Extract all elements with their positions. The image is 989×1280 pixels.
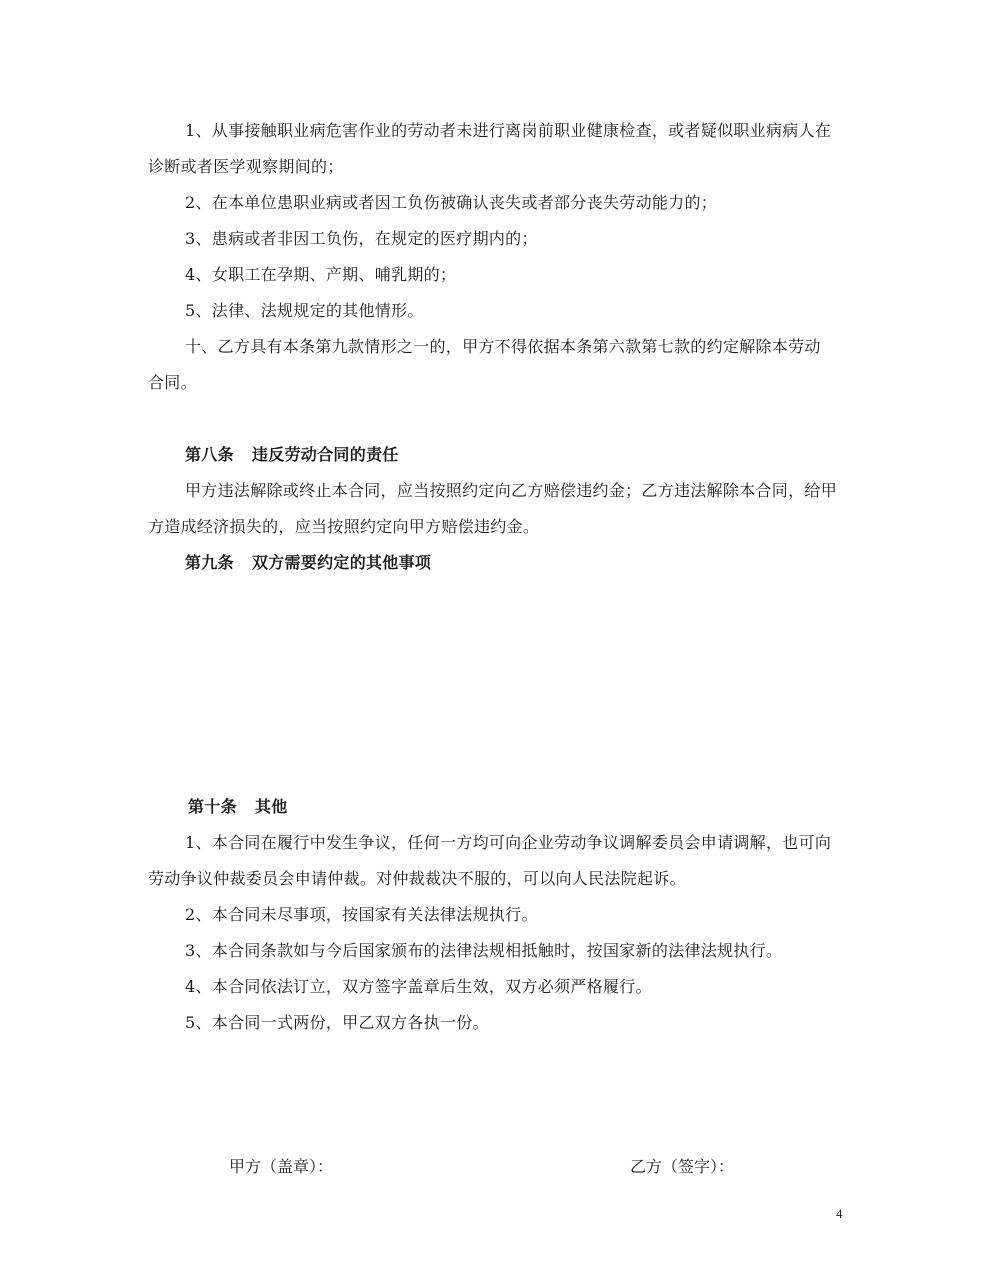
- article-10-item-2: 2、本合同未尽事项，按国家有关法律法规执行。: [185, 905, 538, 924]
- clause-item-3: 3、患病或者非因工负伤，在规定的医疗期内的；: [185, 229, 538, 248]
- article-8-heading: [185, 445, 845, 465]
- article-10-title: 其他: [254, 797, 288, 816]
- party-b-signature-label: 乙方（签字）：: [630, 1157, 735, 1176]
- clause-item-4: 4、女职工在孕期、产期、哺乳期的；: [185, 265, 457, 284]
- article-10-item-4: 4、本合同依法订立，双方签字盖章后生效，双方必须严格履行。: [185, 977, 652, 996]
- article-8-line-1: 甲方违法解除或终止本合同，应当按照约定向乙方赔偿违约金；乙方违法解除本合同，给甲: [185, 481, 838, 500]
- clause-item-10-line-1: 十、乙方具有本条第九款情形之一的，甲方不得依据本条第六款第七款的约定解除本劳动: [185, 337, 821, 356]
- article-9-heading: [185, 553, 845, 573]
- party-a-signature-label: 甲方（盖章）：: [229, 1157, 334, 1176]
- article-9-number: 第九条: [185, 553, 234, 572]
- article-10-item-1-line-1: 1、本合同在履行中发生争议，任何一方均可向企业劳动争议调解委员会申请调解，也可向: [185, 833, 832, 852]
- article-10-heading: [188, 797, 888, 817]
- article-10-item-5: 5、本合同一式两份，甲乙双方各执一份。: [185, 1013, 489, 1032]
- article-8-title: 违反劳动合同的责任: [251, 445, 399, 464]
- clause-item-5: 5、法律、法规规定的其他情形。: [185, 301, 424, 320]
- page-number: 4: [836, 1206, 843, 1221]
- article-8-line-2: 方造成经济损失的，应当按照约定向甲方赔偿违约金。: [148, 517, 540, 536]
- article-9-title: 双方需要约定的其他事项: [251, 553, 432, 572]
- article-10-item-3: 3、本合同条款如与今后国家颁布的法律法规相抵触时，按国家新的法律法规执行。: [185, 941, 783, 960]
- article-10-item-1-line-2: 劳动争议仲裁委员会申请仲裁。对仲裁裁决不服的，可以向人民法院起诉。: [148, 869, 686, 888]
- clause-item-1-line-2: 诊断或者医学观察期间的；: [148, 157, 344, 176]
- article-10-number: 第十条: [188, 797, 237, 816]
- article-8-number: 第八条: [185, 445, 234, 464]
- clause-item-10-line-2: 合同。: [148, 373, 197, 392]
- clause-item-1-line-1: 1、从事接触职业病危害作业的劳动者未进行离岗前职业健康检查，或者疑似职业病病人在: [185, 121, 832, 140]
- clause-item-2: 2、在本单位患职业病或者因工负伤被确认丧失或者部分丧失劳动能力的；: [185, 193, 718, 212]
